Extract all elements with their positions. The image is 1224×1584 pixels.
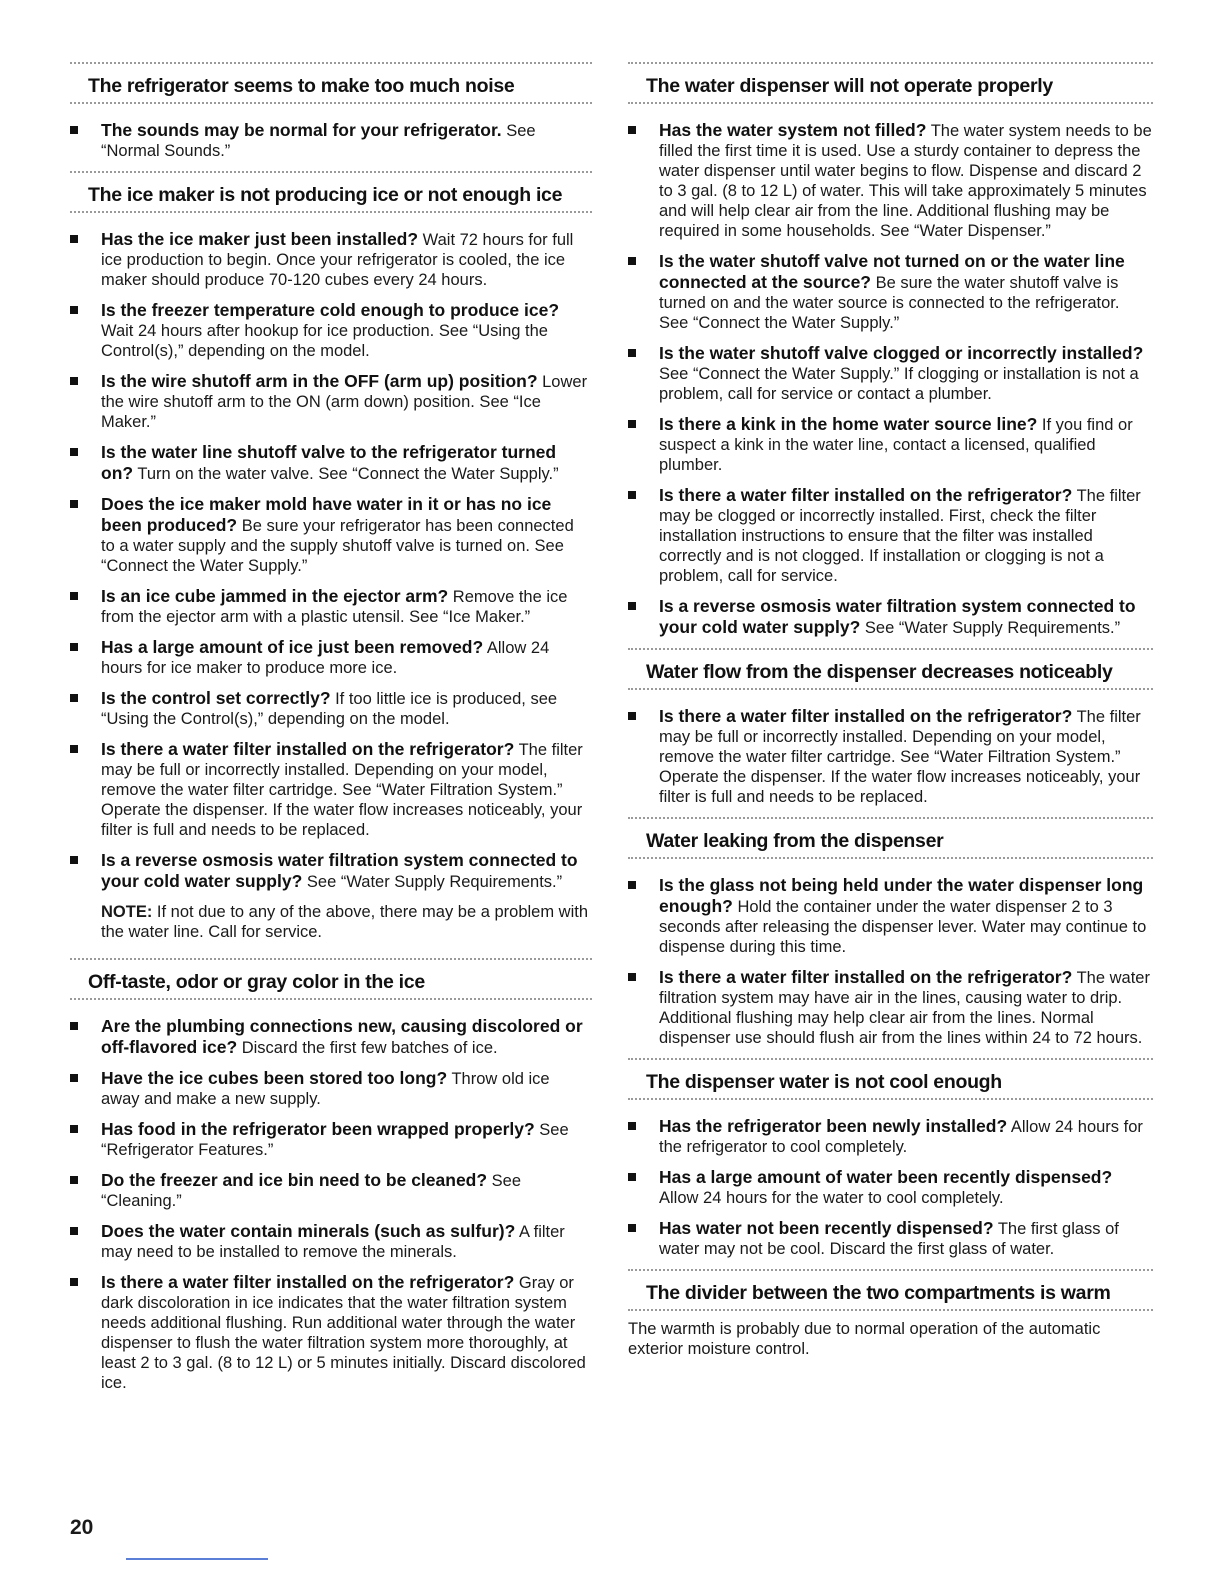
list-item xyxy=(628,120,1153,241)
square-bullet-icon xyxy=(628,420,636,428)
list-item xyxy=(70,1119,592,1160)
square-bullet-icon xyxy=(70,377,78,385)
item-question: Has the water system not filled? xyxy=(659,120,927,140)
square-bullet-icon xyxy=(70,592,78,600)
section-heading: The refrigerator seems to make too much noise xyxy=(70,62,592,104)
list-item xyxy=(70,850,592,892)
square-bullet-icon xyxy=(70,1278,78,1286)
square-bullet-icon xyxy=(628,602,636,610)
square-bullet-icon xyxy=(628,712,636,720)
square-bullet-icon xyxy=(628,126,636,134)
item-question: Is there a water filter installed on the refrigerator? xyxy=(659,706,1073,726)
item-answer: If too little ice is produced, see “Using the Control(s),” depending on the model. xyxy=(101,690,558,728)
square-bullet-icon xyxy=(70,1227,78,1235)
item-answer: See “Water Supply Requirements.” xyxy=(302,873,563,891)
list-item xyxy=(70,229,592,290)
item-question: Is the water shutoff valve clogged or incorrectly installed? xyxy=(659,343,1144,363)
square-bullet-icon xyxy=(70,1022,78,1030)
item-question: Is the control set correctly? xyxy=(101,688,331,708)
section-water-leaking xyxy=(628,817,1153,1048)
list-item xyxy=(628,596,1153,638)
item-list xyxy=(628,120,1153,638)
square-bullet-icon xyxy=(628,491,636,499)
square-bullet-icon xyxy=(70,694,78,702)
list-item xyxy=(628,1167,1153,1208)
list-item xyxy=(628,875,1153,957)
item-answer: See “Connect the Water Supply.” If clogging or installation is not a problem, call for service or contact a plumber. xyxy=(659,365,1139,403)
square-bullet-icon xyxy=(628,1122,636,1130)
square-bullet-icon xyxy=(628,257,636,265)
list-item xyxy=(70,1272,592,1393)
list-item xyxy=(70,494,592,576)
item-list xyxy=(628,875,1153,1048)
item-answer: The filter may be full or incorrectly installed. Depending on your model, remove the water filter cartridge. See “Water Filtration System.” Operate the dispenser. If the water flow increases noticeably, your filter is full and needs to be replaced. xyxy=(659,708,1141,806)
item-answer: Lower the wire shutoff arm to the ON (arm down) position. See “Ice Maker.” xyxy=(101,373,588,431)
square-bullet-icon xyxy=(70,643,78,651)
note-paragraph xyxy=(70,902,592,942)
list-item xyxy=(70,1016,592,1058)
item-answer: Hold the container under the water dispenser 2 to 3 seconds after releasing the dispenser lever. Water may continue to dispense during this time. xyxy=(659,898,1147,956)
item-question: Do the freezer and ice bin need to be cleaned? xyxy=(101,1170,488,1190)
list-item xyxy=(628,1116,1153,1157)
item-answer: Wait 24 hours after hookup for ice production. See “Using the Control(s),” depending on the model. xyxy=(101,322,548,360)
item-question: Has the ice maker just been installed? xyxy=(101,229,419,249)
item-question: Is there a kink in the home water source line? xyxy=(659,414,1038,434)
square-bullet-icon xyxy=(628,1173,636,1181)
item-question: Is there a water filter installed on the refrigerator? xyxy=(659,485,1073,505)
item-question: Has water not been recently dispensed? xyxy=(659,1218,994,1238)
item-answer: Turn on the water valve. See “Connect the Water Supply.” xyxy=(133,465,559,483)
section-heading: Water flow from the dispenser decreases noticeably xyxy=(628,648,1153,690)
item-answer: Gray or dark discoloration in ice indicates that the water filtration system needs additional flushing. Run additional water through the water dispenser to flush the water filtration system more thoroughly, at least 2 to 3 gal. (8 to 12 L) or 5 minutes initially. Discard discolored ice. xyxy=(101,1274,586,1392)
section-not-cool xyxy=(628,1058,1153,1259)
item-question: Has the refrigerator been newly installed? xyxy=(659,1116,1008,1136)
list-item xyxy=(70,1221,592,1262)
list-item xyxy=(628,967,1153,1048)
item-question: Have the ice cubes been stored too long? xyxy=(101,1068,448,1088)
item-question: Is the wire shutoff arm in the OFF (arm up) position? xyxy=(101,371,538,391)
item-answer: Allow 24 hours for ice maker to produce more ice. xyxy=(101,639,550,677)
section-heading: Water leaking from the dispenser xyxy=(628,817,1153,859)
section-ice-maker xyxy=(70,171,592,942)
section-heading: The water dispenser will not operate properly xyxy=(628,62,1153,104)
list-item xyxy=(70,739,592,840)
item-answer: See “Refrigerator Features.” xyxy=(101,1121,569,1159)
item-question: Is the freezer temperature cold enough to produce ice? xyxy=(101,300,560,320)
item-question: Is a reverse osmosis water filtration system connected to your cold water supply? xyxy=(101,850,578,891)
item-question: Is the water shutoff valve not turned on or the water line connected at the source? xyxy=(659,251,1125,292)
section-heading: Off-taste, odor or gray color in the ice xyxy=(70,958,592,1000)
item-answer: Remove the ice from the ejector arm with a plastic utensil. See “Ice Maker.” xyxy=(101,588,568,626)
square-bullet-icon xyxy=(70,1125,78,1133)
section-heading: The divider between the two compartments is warm xyxy=(628,1269,1153,1311)
item-list xyxy=(70,120,592,161)
item-question: Is the glass not being held under the water dispenser long enough? xyxy=(659,875,1144,916)
item-question: Does the water contain minerals (such as sulfur)? xyxy=(101,1221,516,1241)
right-column xyxy=(628,62,1153,1369)
item-answer: Be sure your refrigerator has been connected to a water supply and the supply shutoff valve is turned on. See “Connect the Water Supply.” xyxy=(101,517,574,575)
list-item xyxy=(628,485,1153,586)
item-question: Is there a water filter installed on the refrigerator? xyxy=(101,739,515,759)
square-bullet-icon xyxy=(70,745,78,753)
item-question: Does the ice maker mold have water in it or has no ice been produced? xyxy=(101,494,552,535)
item-question: The sounds may be normal for your refrigerator. xyxy=(101,120,502,140)
list-item xyxy=(70,120,592,161)
list-item xyxy=(70,637,592,678)
item-answer: Be sure the water shutoff valve is turned on and the water source is connected to the refrigerator. See “Connect the Water Supply.” xyxy=(659,274,1120,332)
section-heading: The ice maker is not producing ice or not enough ice xyxy=(70,171,592,213)
square-bullet-icon xyxy=(628,349,636,357)
item-list xyxy=(628,1116,1153,1259)
square-bullet-icon xyxy=(628,881,636,889)
footer-rule xyxy=(126,1558,268,1560)
item-answer: A filter may need to be installed to remove the minerals. xyxy=(101,1223,565,1261)
section-flow-decreases xyxy=(628,648,1153,807)
item-answer: Throw old ice away and make a new supply. xyxy=(101,1070,550,1108)
note-text: If not due to any of the above, there may be a problem with the water line. Call for service. xyxy=(101,903,589,941)
left-column xyxy=(70,62,592,1403)
item-answer: Allow 24 hours for the water to cool completely. xyxy=(659,1189,1004,1207)
square-bullet-icon xyxy=(70,306,78,314)
item-question: Is an ice cube jammed in the ejector arm? xyxy=(101,586,449,606)
item-answer: Wait 72 hours for full ice production to begin. Once your refrigerator is cooled, the ice maker should produce 70-120 cubes every 24 hours. xyxy=(101,231,574,289)
section-divider-warm xyxy=(628,1269,1153,1359)
square-bullet-icon xyxy=(70,235,78,243)
list-item xyxy=(70,586,592,627)
note-label: NOTE: xyxy=(101,903,153,921)
square-bullet-icon xyxy=(628,973,636,981)
page-number: 20 xyxy=(70,1516,94,1539)
item-list xyxy=(70,229,592,892)
list-item xyxy=(628,1218,1153,1259)
list-item xyxy=(628,251,1153,333)
item-answer: The filter may be clogged or incorrectly installed. First, check the filter installation instructions to ensure that the filter was installed correctly and is not clogged. If installation or clogging is not a problem, call for service. xyxy=(659,487,1141,585)
section-noise xyxy=(70,62,592,161)
item-answer: The first glass of water may not be cool. Discard the first glass of water. xyxy=(659,1220,1119,1258)
section-off-taste xyxy=(70,958,592,1393)
item-question: Is there a water filter installed on the refrigerator? xyxy=(101,1272,515,1292)
item-question: Is the water line shutoff valve to the refrigerator turned on? xyxy=(101,442,557,483)
item-list xyxy=(628,706,1153,807)
item-question: Has food in the refrigerator been wrapped properly? xyxy=(101,1119,535,1139)
square-bullet-icon xyxy=(70,500,78,508)
list-item xyxy=(70,300,592,361)
list-item xyxy=(70,442,592,484)
section-heading: The dispenser water is not cool enough xyxy=(628,1058,1153,1100)
item-answer: See “Normal Sounds.” xyxy=(101,122,536,160)
list-item xyxy=(70,1170,592,1211)
item-question: Is a reverse osmosis water filtration system connected to your cold water supply? xyxy=(659,596,1136,637)
item-question: Is there a water filter installed on the refrigerator? xyxy=(659,967,1073,987)
item-answer: The water filtration system may have air in the lines, causing water to drip. Additional flushing may help clear air from the lines. Normal dispenser use should flush air from the lines within 24 to 72 hours. xyxy=(659,969,1150,1047)
list-item xyxy=(628,706,1153,807)
item-answer: The filter may be full or incorrectly installed. Depending on your model, remove the water filter cartridge. See “Water Filtration System.” Operate the dispenser. If the water flow increases noticeably, your filter is full and needs to be replaced. xyxy=(101,741,583,839)
item-question: Has a large amount of water been recently dispensed? xyxy=(659,1167,1113,1187)
item-answer: See “Water Supply Requirements.” xyxy=(860,619,1121,637)
list-item xyxy=(628,343,1153,404)
item-answer: Allow 24 hours for the refrigerator to cool completely. xyxy=(659,1118,1143,1156)
square-bullet-icon xyxy=(70,448,78,456)
list-item xyxy=(628,414,1153,475)
item-answer: Discard the first few batches of ice. xyxy=(237,1039,498,1057)
list-item xyxy=(70,371,592,432)
square-bullet-icon xyxy=(628,1224,636,1232)
list-item xyxy=(70,1068,592,1109)
square-bullet-icon xyxy=(70,126,78,134)
square-bullet-icon xyxy=(70,1176,78,1184)
item-question: Are the plumbing connections new, causing discolored or off-flavored ice? xyxy=(101,1016,583,1057)
item-answer: See “Cleaning.” xyxy=(101,1172,522,1210)
item-answer: If you find or suspect a kink in the water line, contact a licensed, qualified plumber. xyxy=(659,416,1133,474)
item-question: Has a large amount of ice just been removed? xyxy=(101,637,484,657)
section-dispenser-operate xyxy=(628,62,1153,638)
section-text: The warmth is probably due to normal operation of the automatic exterior moisture control. xyxy=(628,1320,1101,1358)
item-list xyxy=(70,1016,592,1393)
square-bullet-icon xyxy=(70,856,78,864)
square-bullet-icon xyxy=(70,1074,78,1082)
list-item xyxy=(70,688,592,729)
item-answer: The water system needs to be filled the first time it is used. Use a sturdy container to depress the water dispenser until water begins to flow. Dispense and discard 2 to 3 gal. (8 to 12 L) of water. This will take approximately 5 minutes and will help clear air from the line. Additional flushing may be required in some households. See “Water Dispenser.” xyxy=(659,122,1152,240)
